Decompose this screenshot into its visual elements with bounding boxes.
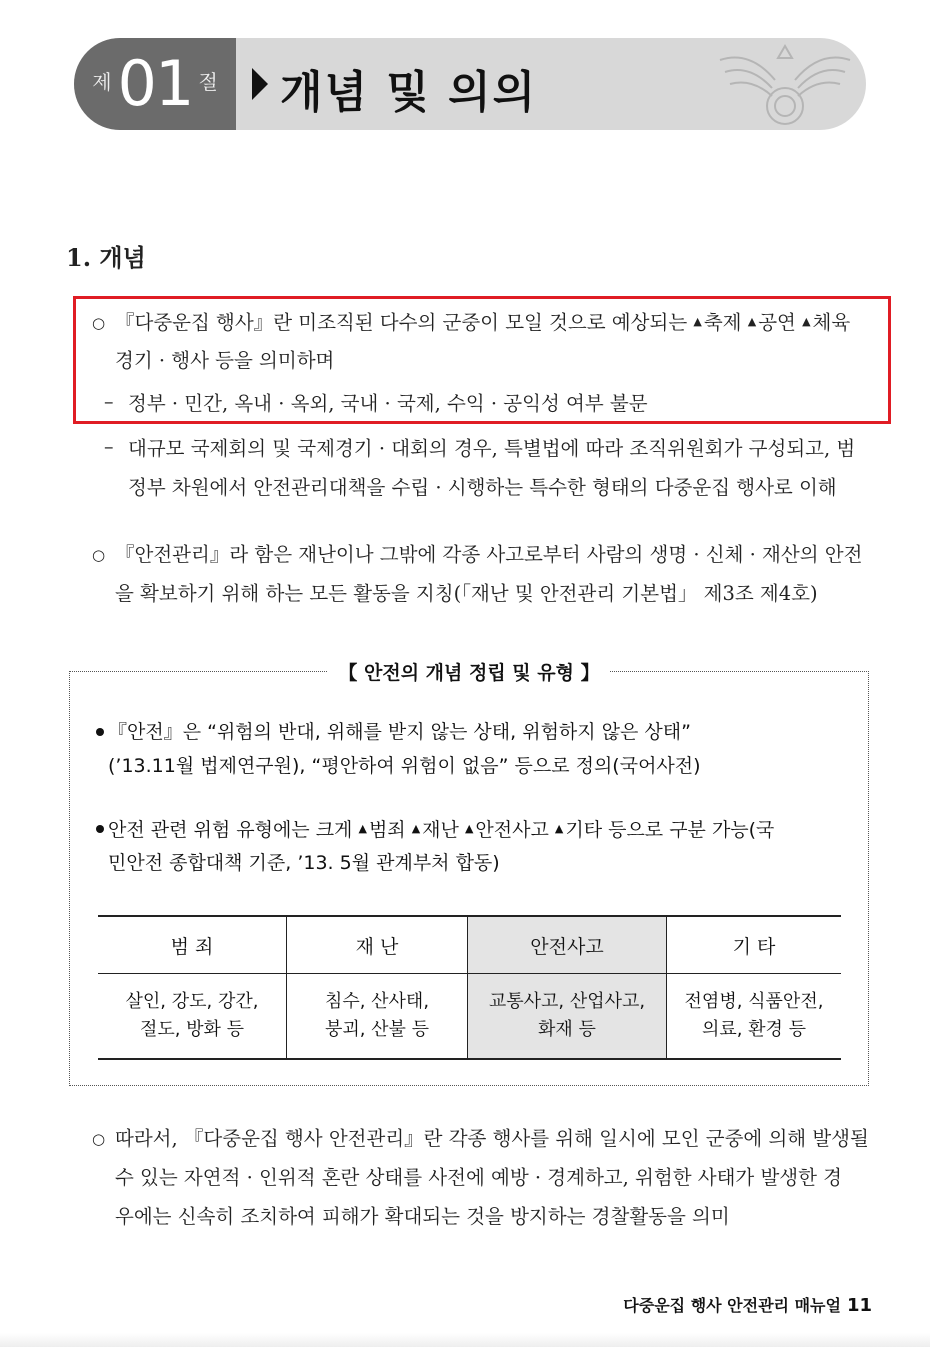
risk-type: 재난 (422, 819, 459, 841)
chapter-banner (74, 38, 866, 130)
triangle-icon: ▲ (747, 315, 757, 328)
risk-type: 기타 등으로 구분 가능(국 (565, 819, 775, 841)
para1-dash1: 정부 · 민간, 옥내 · 옥외, 국내 · 국제, 수익 · 공익성 여부 불문 (128, 392, 648, 415)
cell-line: 절도, 방화 등 (139, 1019, 245, 1040)
box-bullet1-line1: 『안전』은 “위험의 반대, 위해를 받지 않는 상태, 위험하지 않은 상태” (108, 721, 691, 743)
page-number: 11 (846, 1295, 872, 1316)
para3-line1: 따라서, 『다중운집 행사 안전관리』란 각종 행사를 위해 일시에 모인 군중에 의해 발생될 (115, 1127, 869, 1150)
table-header-cell: 기 타 (667, 916, 842, 974)
cell-line: 의료, 환경 등 (701, 1019, 807, 1040)
table-header-cell: 범 죄 (98, 916, 287, 974)
box-bullet2-line2: 민안전 종합대책 기준, ’13. 5월 관계부처 합동) (108, 852, 500, 874)
table-cell (667, 974, 842, 1060)
circle-bullet-icon: ○ (92, 546, 106, 564)
chapter-suffix: 절 (198, 69, 218, 94)
footer-title: 다중운집 행사 안전관리 매뉴얼 (623, 1296, 841, 1315)
table-row (98, 974, 841, 1060)
chapter-title: 개념 및 의의 (280, 67, 538, 118)
dot-bullet-icon (96, 825, 104, 833)
triangle-icon: ▲ (693, 315, 702, 328)
page-bottom-shade (0, 1333, 930, 1347)
triangle-icon: ▲ (802, 315, 811, 328)
triangle-icon: ▲ (554, 822, 564, 835)
para3-line2: 수 있는 자연적 · 인위적 혼란 상태를 사전에 예방 · 경계하고, 위험한 사태가 발생한 경 (115, 1166, 842, 1189)
box-bullet2-line1 (108, 812, 774, 847)
safety-concept-box (69, 662, 869, 1086)
chapter-number-block (74, 38, 236, 130)
circle-bullet-icon: ○ (92, 1130, 106, 1148)
arrow-icon (252, 68, 268, 100)
risk-type: 안전사고 (475, 819, 549, 841)
para1-text: 『다중운집 행사』란 미조직된 다수의 군중이 모일 것으로 예상되는 (115, 311, 688, 334)
table-cell (287, 974, 468, 1060)
para2-line1: 『안전관리』라 함은 재난이나 그밖에 각종 사고로부터 사람의 생명 · 신체 · 재산의 안전 (115, 543, 863, 566)
triangle-icon: ▲ (411, 822, 421, 835)
box-bullet1-line2: (’13.11월 법제연구원), “평안하여 위험이 없음” 등으로 정의(국어사전) (108, 755, 701, 777)
cell-line: 침수, 산사태, (324, 991, 430, 1012)
police-emblem-icon (710, 40, 860, 130)
dot-bullet-icon (96, 728, 104, 736)
section-heading: 1. 개념 (66, 243, 146, 272)
triangle-icon: ▲ (358, 822, 367, 835)
para1-dash2-line1: 대규모 국제회의 및 국제경기 · 대회의 경우, 특별법에 따라 조직위원회가 구성되고, 범 (128, 437, 856, 460)
table-cell (468, 974, 667, 1060)
box-bullet2-text: 안전 관련 위험 유형에는 크게 (108, 819, 353, 841)
chapter-prefix: 제 (92, 69, 112, 94)
para1-line2: 경기 · 행사 등을 의미하며 (115, 349, 335, 372)
para2-line2: 을 확보하기 위해 하는 모든 활동을 지칭(「재난 및 안전관리 기본법」 제3조 제4호) (115, 582, 818, 605)
cell-line: 살인, 강도, 강간, (125, 991, 259, 1012)
cell-line: 전염병, 식품안전, (684, 991, 824, 1012)
para1-item: 체육 (812, 311, 851, 334)
para1-item: 축제 (703, 311, 742, 334)
triangle-icon: ▲ (464, 822, 474, 835)
risk-types-table (98, 915, 841, 1060)
table-header-cell: 안전사고 (468, 916, 667, 974)
circle-bullet-icon: ○ (92, 314, 106, 332)
box-title: 【 안전의 개념 정립 및 유형 】 (328, 662, 609, 684)
cell-line: 붕괴, 산불 등 (324, 1019, 430, 1040)
dash-bullet-icon: – (104, 391, 114, 413)
page-footer (623, 1293, 872, 1316)
table-header-row (98, 916, 841, 974)
chapter-number: 01 (117, 47, 193, 120)
dash-bullet-icon: – (104, 436, 114, 458)
table-header-cell: 재 난 (287, 916, 468, 974)
para3-line3: 우에는 신속히 조치하여 피해가 확대되는 것을 방지하는 경찰활동을 의미 (115, 1205, 730, 1228)
risk-type: 범죄 (368, 819, 406, 841)
cell-line: 화재 등 (538, 1019, 596, 1040)
cell-line: 교통사고, 산업사고, (488, 991, 646, 1012)
para1-item: 공연 (758, 311, 796, 334)
para1-dash2-line2: 정부 차원에서 안전관리대책을 수립 · 시행하는 특수한 형태의 다중운집 행사로 이해 (128, 476, 837, 499)
table-cell (98, 974, 287, 1060)
para1-line1 (115, 302, 850, 342)
